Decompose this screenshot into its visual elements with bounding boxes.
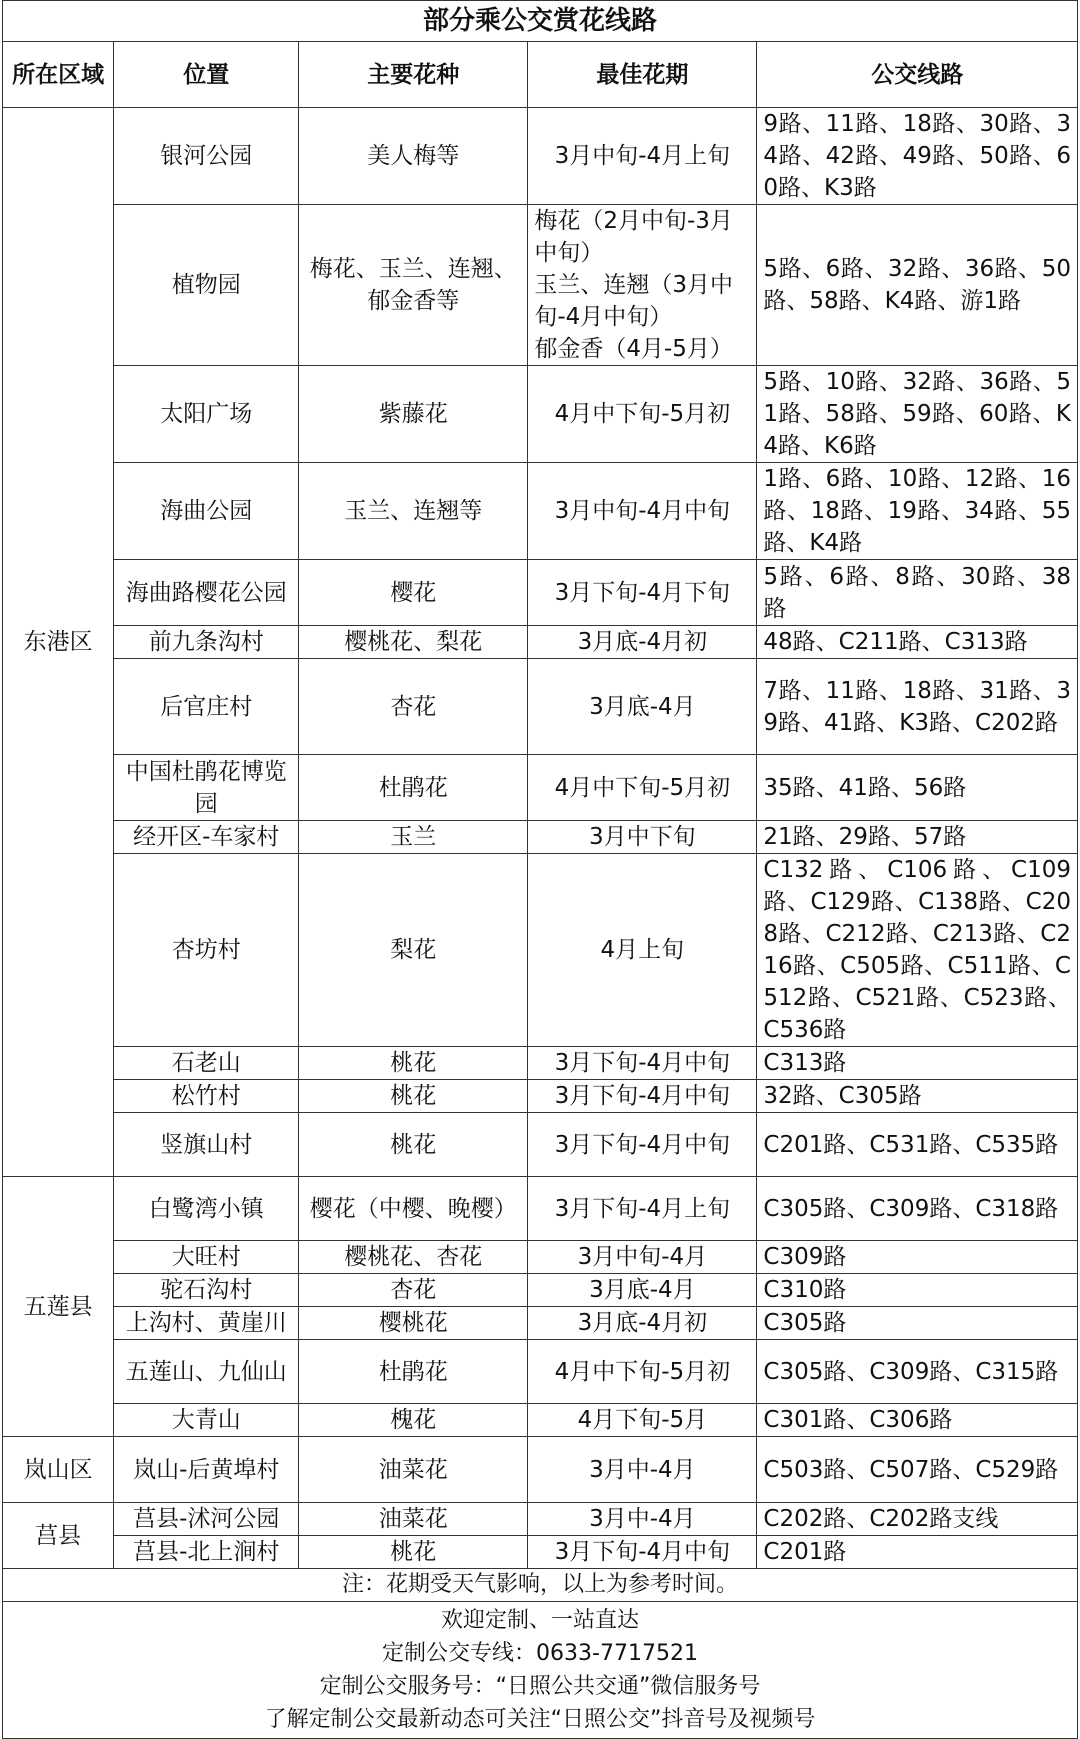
period-cell: 4月中下旬-5月初 xyxy=(528,755,757,821)
period-cell: 3月中旬-4月上旬 xyxy=(528,108,757,205)
routes-cell: 5路、6路、32路、36路、50路、58路、K4路、游1路 xyxy=(757,205,1078,366)
period-cell: 3月下旬-4月下旬 xyxy=(528,560,757,626)
location-cell: 竖旗山村 xyxy=(114,1113,299,1177)
routes-cell: 7路、11路、18路、31路、39路、41路、K3路、C202路 xyxy=(757,659,1078,755)
flowers-cell: 樱花（中樱、晚樱） xyxy=(299,1177,528,1241)
table-row xyxy=(3,659,1078,755)
table-row xyxy=(3,1437,1078,1503)
routes-cell: 1路、6路、10路、12路、16路、18路、19路、34路、55路、K4路 xyxy=(757,463,1078,560)
routes-cell: C201路、C531路、C535路 xyxy=(757,1113,1078,1177)
flowers-cell: 杏花 xyxy=(299,659,528,755)
table-row xyxy=(3,366,1078,463)
location-cell: 大青山 xyxy=(114,1404,299,1437)
flowers-cell: 玉兰 xyxy=(299,821,528,854)
flower-bus-routes-sheet xyxy=(2,0,1078,1734)
custom-bus-info xyxy=(3,1602,1078,1739)
flowers-cell: 油菜花 xyxy=(299,1503,528,1536)
info-line-hotline: 定制公交专线：0633-7717521 xyxy=(382,1641,698,1666)
routes-cell: C305路、C309路、C318路 xyxy=(757,1177,1078,1241)
table-row xyxy=(3,1536,1078,1569)
flowers-cell: 油菜花 xyxy=(299,1437,528,1503)
routes-cell: C201路 xyxy=(757,1536,1078,1569)
routes-cell: C503路、C507路、C529路 xyxy=(757,1437,1078,1503)
flowers-cell: 桃花 xyxy=(299,1113,528,1177)
flowers-cell: 樱桃花 xyxy=(299,1307,528,1340)
routes-table xyxy=(2,0,1078,1739)
table-row xyxy=(3,854,1078,1047)
period-cell: 3月中-4月 xyxy=(528,1503,757,1536)
table-row xyxy=(3,1080,1078,1113)
period-cell: 3月底-4月初 xyxy=(528,626,757,659)
flowers-cell: 杜鹃花 xyxy=(299,1340,528,1404)
info-line-follow: 了解定制公交最新动态可关注“日照公交”抖音号及视频号 xyxy=(264,1707,816,1732)
period-cell: 3月中-4月 xyxy=(528,1437,757,1503)
period-cell: 3月中旬-4月中旬 xyxy=(528,463,757,560)
routes-cell: 5路、6路、8路、30路、38路 xyxy=(757,560,1078,626)
table-title: 部分乘公交赏花线路 xyxy=(3,1,1078,42)
flowers-cell: 槐花 xyxy=(299,1404,528,1437)
region-cell-wulian: 五莲县 xyxy=(3,1177,114,1437)
period-cell: 3月中下旬 xyxy=(528,821,757,854)
routes-cell: C305路 xyxy=(757,1307,1078,1340)
period-line: 玉兰、连翘（3月中旬-4月中旬） xyxy=(534,272,733,330)
period-cell: 3月下旬-4月中旬 xyxy=(528,1080,757,1113)
table-row xyxy=(3,463,1078,560)
flowers-cell: 桃花 xyxy=(299,1047,528,1080)
routes-cell: C202路、C202路支线 xyxy=(757,1503,1078,1536)
flowers-cell: 梅花、玉兰、连翘、郁金香等 xyxy=(299,205,528,366)
region-cell-donggang: 东港区 xyxy=(3,108,114,1177)
table-row xyxy=(3,1307,1078,1340)
table-row xyxy=(3,626,1078,659)
routes-cell: C132路、C106路、C109路、C129路、C138路、C208路、C212路、C213路、C216路、C505路、C511路、C512路、C521路、C523路、C536路 xyxy=(757,854,1078,1047)
location-cell: 后官庄村 xyxy=(114,659,299,755)
flowers-cell: 桃花 xyxy=(299,1080,528,1113)
location-cell: 杏坊村 xyxy=(114,854,299,1047)
location-cell: 驼石沟村 xyxy=(114,1274,299,1307)
location-cell: 海曲路樱花公园 xyxy=(114,560,299,626)
period-cell: 3月下旬-4月中旬 xyxy=(528,1113,757,1177)
table-row xyxy=(3,1340,1078,1404)
routes-cell: 35路、41路、56路 xyxy=(757,755,1078,821)
location-cell: 大旺村 xyxy=(114,1241,299,1274)
period-cell: 4月上旬 xyxy=(528,854,757,1047)
routes-cell: 5路、10路、32路、36路、51路、58路、59路、60路、K4路、K6路 xyxy=(757,366,1078,463)
flowers-cell: 樱花 xyxy=(299,560,528,626)
table-row xyxy=(3,755,1078,821)
location-cell: 莒县-沭河公园 xyxy=(114,1503,299,1536)
table-row xyxy=(3,108,1078,205)
flowers-cell: 紫藤花 xyxy=(299,366,528,463)
location-cell: 五莲山、九仙山 xyxy=(114,1340,299,1404)
header-location: 位置 xyxy=(114,42,299,108)
table-row xyxy=(3,1274,1078,1307)
header-period: 最佳花期 xyxy=(528,42,757,108)
routes-cell: 9路、11路、18路、30路、34路、42路、49路、50路、60路、K3路 xyxy=(757,108,1078,205)
flowers-cell: 樱桃花、杏花 xyxy=(299,1241,528,1274)
routes-cell: C309路 xyxy=(757,1241,1078,1274)
header-routes: 公交线路 xyxy=(757,42,1078,108)
table-row xyxy=(3,1503,1078,1536)
info-line-service-account: 定制公交服务号：“日照公共交通”微信服务号 xyxy=(319,1674,761,1699)
location-cell: 太阳广场 xyxy=(114,366,299,463)
routes-cell: C305路、C309路、C315路 xyxy=(757,1340,1078,1404)
table-row xyxy=(3,1241,1078,1274)
period-cell: 3月下旬-4月中旬 xyxy=(528,1047,757,1080)
flowers-cell: 杏花 xyxy=(299,1274,528,1307)
location-cell: 前九条沟村 xyxy=(114,626,299,659)
flowers-cell: 玉兰、连翘等 xyxy=(299,463,528,560)
location-cell: 海曲公园 xyxy=(114,463,299,560)
period-cell: 3月下旬-4月中旬 xyxy=(528,1536,757,1569)
routes-cell: 32路、C305路 xyxy=(757,1080,1078,1113)
table-row xyxy=(3,1113,1078,1177)
location-cell: 经开区-车家村 xyxy=(114,821,299,854)
period-cell xyxy=(528,205,757,366)
table-row xyxy=(3,1047,1078,1080)
period-cell: 3月底-4月 xyxy=(528,1274,757,1307)
location-cell: 植物园 xyxy=(114,205,299,366)
table-row xyxy=(3,205,1078,366)
period-line: 郁金香（4月-5月） xyxy=(534,336,733,362)
table-row xyxy=(3,560,1078,626)
table-row xyxy=(3,1404,1078,1437)
routes-cell: 48路、C211路、C313路 xyxy=(757,626,1078,659)
flowers-cell: 杜鹃花 xyxy=(299,755,528,821)
location-cell: 岚山-后黄埠村 xyxy=(114,1437,299,1503)
routes-cell: C310路 xyxy=(757,1274,1078,1307)
routes-cell: C301路、C306路 xyxy=(757,1404,1078,1437)
period-cell: 4月中下旬-5月初 xyxy=(528,366,757,463)
location-cell: 银河公园 xyxy=(114,108,299,205)
info-line-welcome: 欢迎定制、一站直达 xyxy=(440,1608,639,1633)
period-cell: 3月下旬-4月上旬 xyxy=(528,1177,757,1241)
table-row xyxy=(3,1177,1078,1241)
location-cell: 白鹭湾小镇 xyxy=(114,1177,299,1241)
flowers-cell: 樱桃花、梨花 xyxy=(299,626,528,659)
table-row xyxy=(3,821,1078,854)
region-cell-juxian: 莒县 xyxy=(3,1503,114,1569)
location-cell: 莒县-北上涧村 xyxy=(114,1536,299,1569)
header-region: 所在区域 xyxy=(3,42,114,108)
location-cell: 中国杜鹃花博览园 xyxy=(114,755,299,821)
flowers-cell: 美人梅等 xyxy=(299,108,528,205)
location-cell: 上沟村、黄崖川 xyxy=(114,1307,299,1340)
period-cell: 3月底-4月 xyxy=(528,659,757,755)
location-cell: 松竹村 xyxy=(114,1080,299,1113)
flowers-cell: 梨花 xyxy=(299,854,528,1047)
period-line: 梅花（2月中旬-3月中旬） xyxy=(534,208,733,266)
region-cell-lanshan: 岚山区 xyxy=(3,1437,114,1503)
header-flowers: 主要花种 xyxy=(299,42,528,108)
routes-cell: 21路、29路、57路 xyxy=(757,821,1078,854)
period-cell: 3月底-4月初 xyxy=(528,1307,757,1340)
period-cell: 4月中下旬-5月初 xyxy=(528,1340,757,1404)
routes-cell: C313路 xyxy=(757,1047,1078,1080)
flowers-cell: 桃花 xyxy=(299,1536,528,1569)
location-cell: 石老山 xyxy=(114,1047,299,1080)
note-text: 注：花期受天气影响，以上为参考时间。 xyxy=(3,1569,1078,1602)
period-cell: 3月中旬-4月 xyxy=(528,1241,757,1274)
period-cell: 4月下旬-5月 xyxy=(528,1404,757,1437)
